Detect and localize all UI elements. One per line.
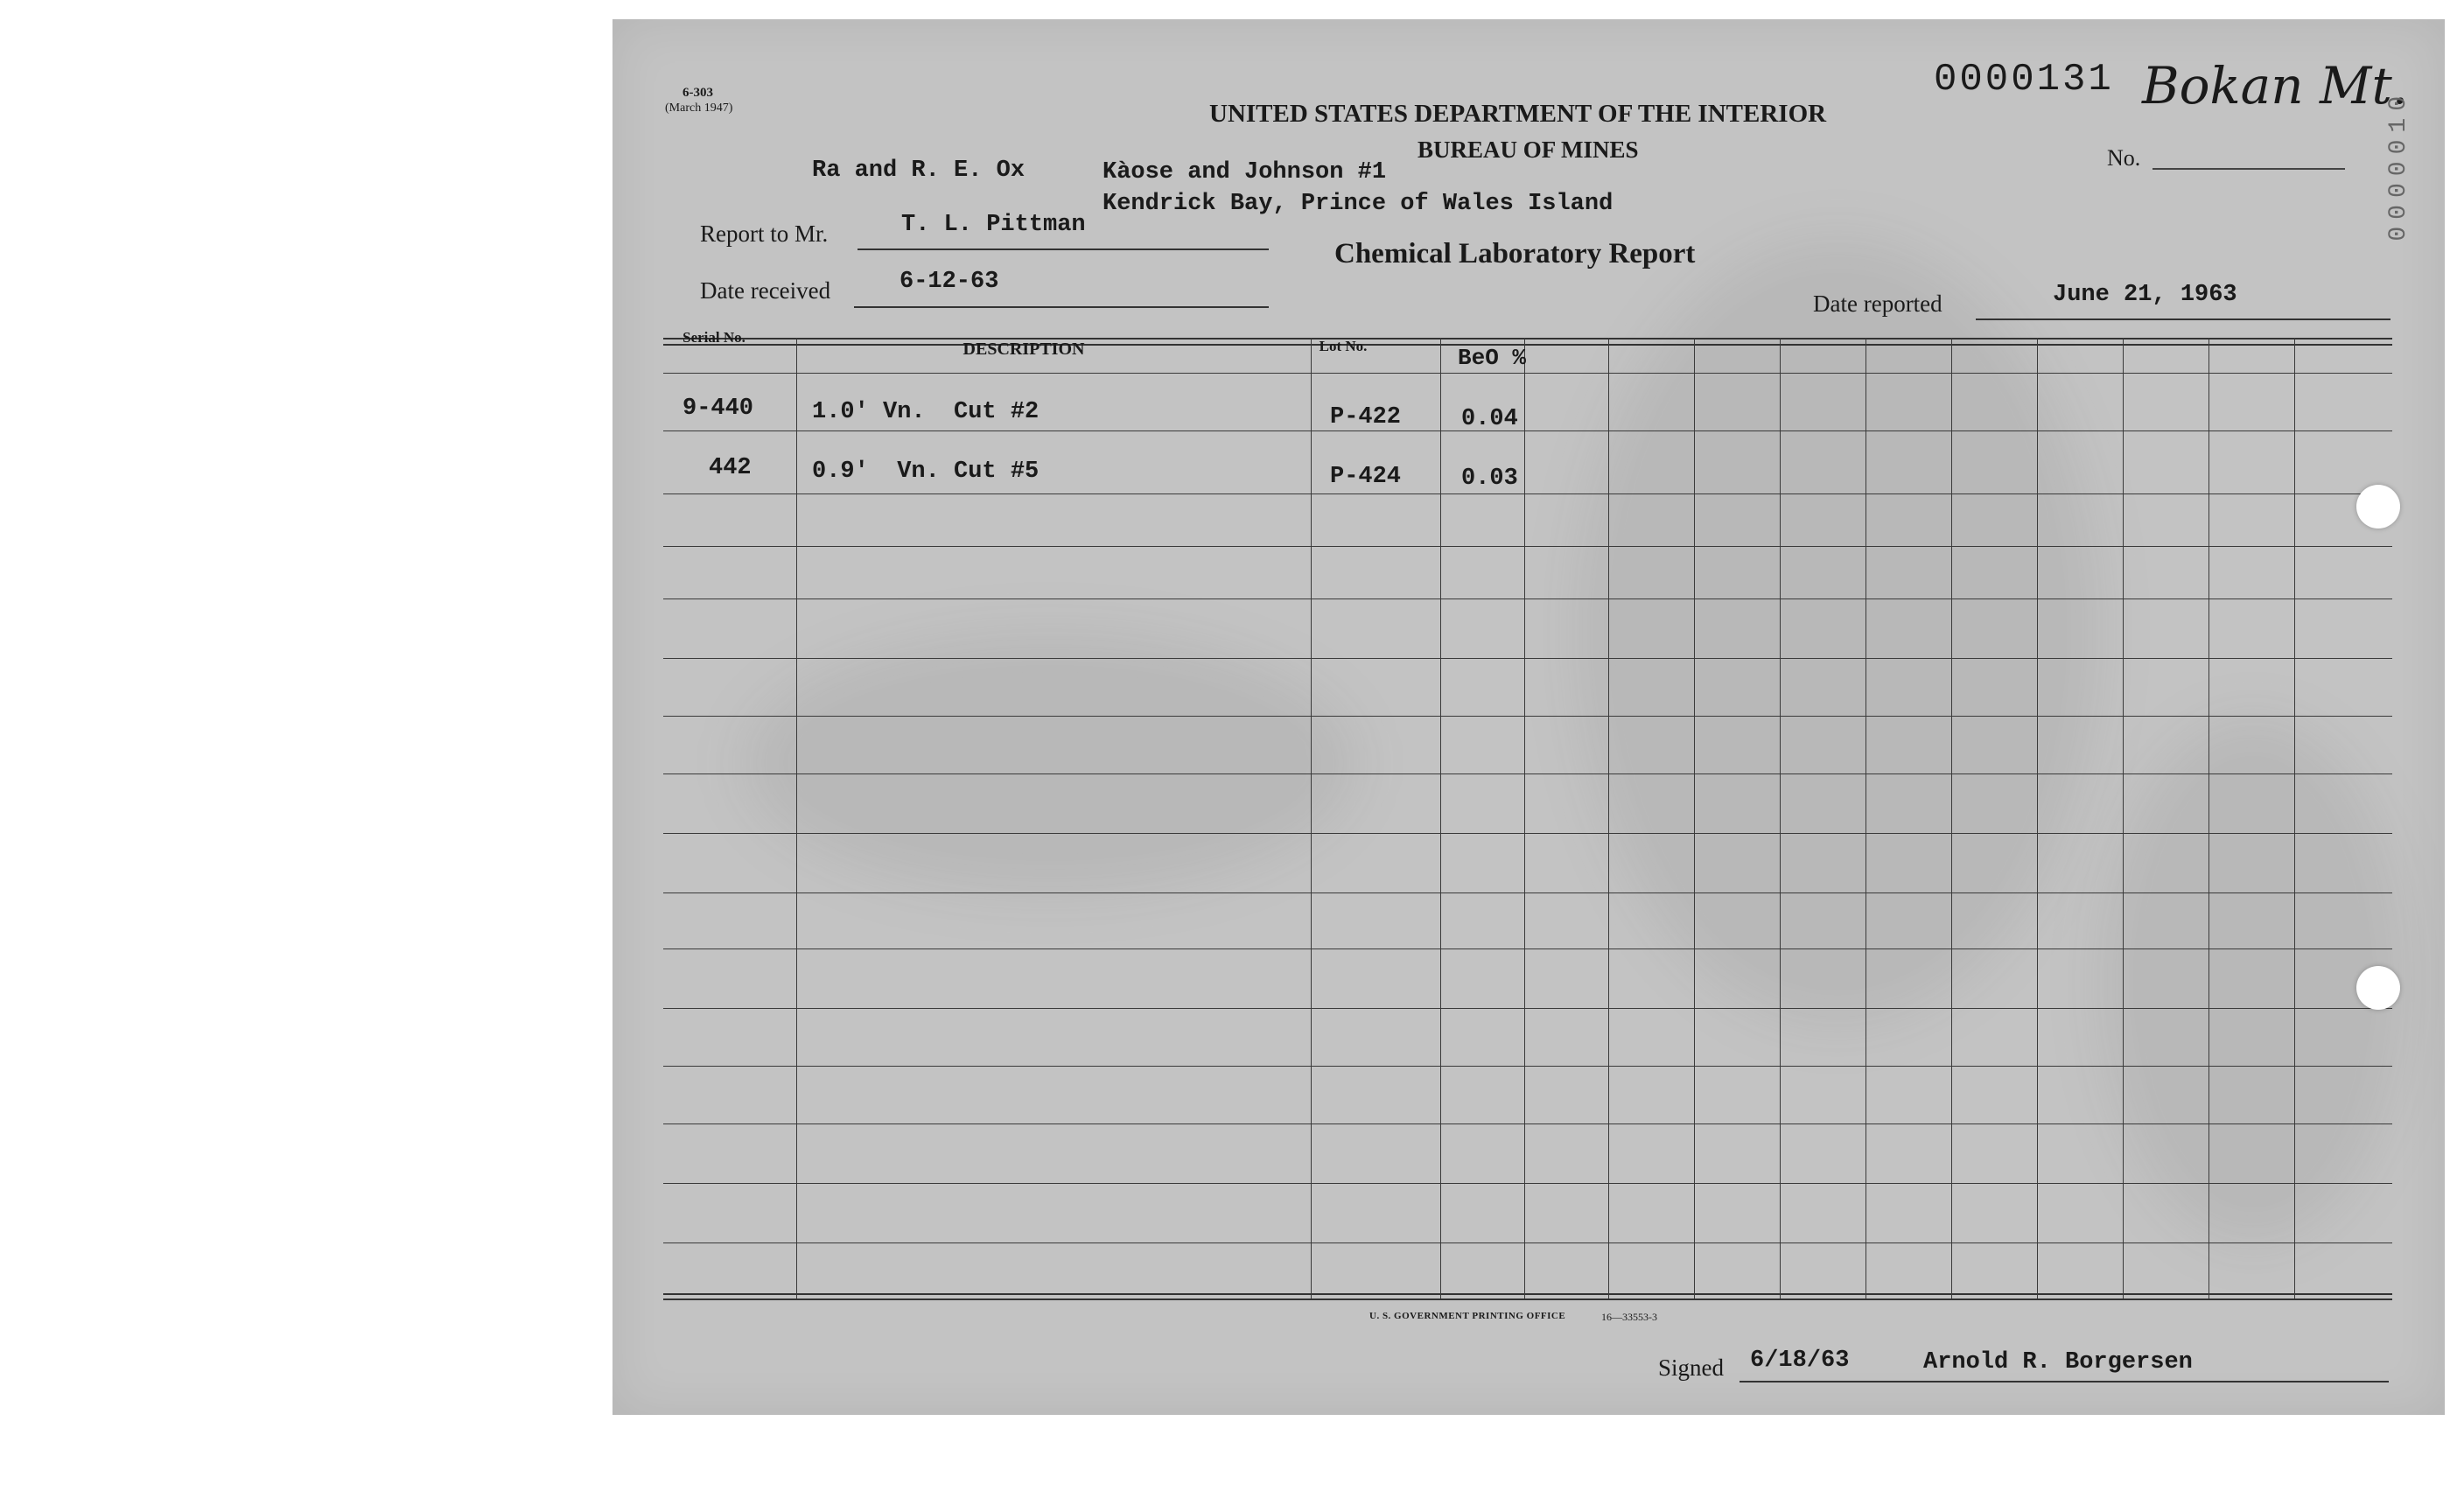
signed-label: Signed: [1658, 1354, 1725, 1381]
print-code: 16—33553-3: [1601, 1311, 1657, 1323]
signed-date: 6/18/63: [1750, 1348, 1850, 1374]
table-row-rule: [663, 546, 2392, 547]
table-row-rule: [663, 1183, 2392, 1184]
property-name: Kàose and Johnson #1: [1102, 159, 1387, 186]
table-row-rule: [663, 598, 2392, 599]
bureau-title: BUREAU OF MINES: [1418, 136, 1639, 163]
no-label: No.: [2107, 145, 2141, 171]
signature-line: [1740, 1381, 2389, 1382]
signed-name: Arnold R. Borgersen: [1923, 1349, 2193, 1376]
date-received-label: Date received: [700, 277, 831, 304]
report-to-value: T. L. Pittman: [901, 212, 1086, 238]
table-row-rule: [663, 1066, 2392, 1067]
row-1-description: 1.0' Vn. Cut #2: [812, 399, 1040, 425]
department-title: UNITED STATES DEPARTMENT OF THE INTERIOR: [1209, 100, 1827, 128]
table-column-rule: [1780, 338, 1781, 1298]
date-received-line: [854, 306, 1269, 308]
report-sheet: [612, 19, 2445, 1415]
row-1-serial: 9-440: [682, 396, 754, 422]
row-1-lot: P-422: [1330, 404, 1402, 430]
punch-hole: [2356, 485, 2400, 528]
table-column-rule: [2208, 338, 2209, 1298]
table-bottom-rule: [663, 1298, 2392, 1300]
report-to-label: Report to Mr.: [700, 220, 829, 247]
submitter-names: Ra and R. E. Ox: [812, 158, 1026, 184]
stamp-number: 0000131: [1934, 58, 2114, 102]
report-to-line: [858, 248, 1269, 250]
table-row-rule: [663, 373, 2392, 374]
row-2-beo: 0.03: [1461, 466, 1518, 492]
paper-stain: [1575, 238, 2100, 1026]
date-reported-label: Date reported: [1813, 290, 1942, 317]
printing-office: U. S. GOVERNMENT PRINTING OFFICE: [1369, 1311, 1566, 1321]
date-reported-line: [1976, 318, 2390, 320]
punch-hole: [2356, 966, 2400, 1010]
handwritten-note: Bokan Mt.: [2142, 56, 2409, 116]
table-row-rule: [663, 658, 2392, 659]
table-row-rule: [663, 1242, 2392, 1243]
table-column-rule: [1951, 338, 1952, 1298]
table-row-rule: [663, 948, 2392, 949]
row-2-description: 0.9' Vn. Cut #5: [812, 458, 1040, 485]
side-numbers: 0000010: [2385, 89, 2412, 242]
table-row-rule: [663, 892, 2392, 893]
table-column-rule: [1524, 338, 1525, 1298]
table-column-rule: [2294, 338, 2295, 1298]
row-1-beo: 0.04: [1461, 406, 1518, 432]
paper-stain: [744, 632, 1356, 894]
table-row-rule: [663, 716, 2392, 717]
no-line: [2152, 168, 2345, 170]
table-column-rule: [2037, 338, 2038, 1298]
report-title: Chemical Laboratory Report: [1334, 238, 1696, 270]
header-lot-no: Lot No.: [1319, 338, 1368, 354]
table-column-rule: [1694, 338, 1695, 1298]
table-column-rule: [1440, 338, 1441, 1298]
header-serial-no: Serial No.: [682, 329, 746, 346]
table-row-rule: [663, 1008, 2392, 1009]
table-column-rule: [2123, 338, 2124, 1298]
form-number: 6-303: [682, 86, 713, 100]
table-column-rule: [796, 338, 797, 1298]
table-column-rule: [1608, 338, 1609, 1298]
table-row-rule: [663, 833, 2392, 834]
form-date: (March 1947): [665, 102, 733, 115]
table-column-rule: [1311, 338, 1312, 1298]
table-bottom-rule: [663, 1293, 2392, 1295]
header-description: DESCRIPTION: [962, 340, 1085, 359]
date-reported-value: June 21, 1963: [2053, 282, 2237, 308]
date-received-value: 6-12-63: [900, 269, 999, 295]
table-row-rule: [663, 430, 2392, 431]
row-2-serial: 442: [709, 455, 752, 481]
row-2-lot: P-424: [1330, 464, 1402, 490]
property-location: Kendrick Bay, Prince of Wales Island: [1102, 191, 1614, 217]
header-beo-percent: BeO %: [1458, 345, 1527, 371]
